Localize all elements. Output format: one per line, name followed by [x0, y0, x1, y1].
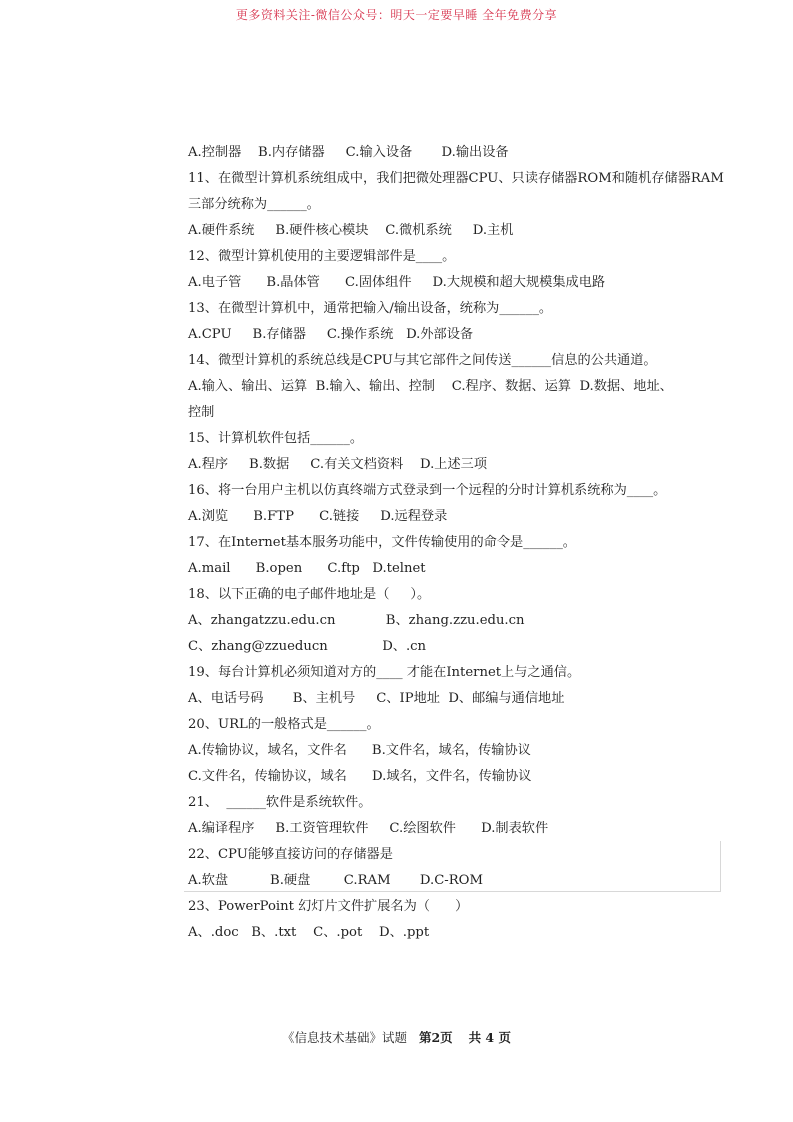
question-18-options-2: C、zhang@zzueducn D、.cn — [188, 639, 427, 654]
question-14: 14、微型计算机的系统总线是CPU与其它部件之间传送______信息的公共通道。 — [188, 353, 657, 368]
question-11-options: A.硬件系统 B.硬件核心模块 C.微机系统 D.主机 — [188, 223, 514, 238]
question-20-options-2: C.文件名，传输协议，域名 D.域名，文件名，传输协议 — [188, 769, 532, 784]
exam-content — [188, 140, 733, 946]
question-20-options-1: A.传输协议，域名，文件名 B.文件名，域名，传输协议 — [188, 743, 531, 758]
question-16: 16、将一台用户主机以仿真终端方式登录到一个远程的分时计算机系统称为____。 — [188, 483, 667, 498]
question-18: 18、以下正确的电子邮件地址是（ ）。 — [188, 587, 431, 602]
question-18-options-1: A、zhangatzzu.edu.cn B、zhang.zzu.edu.cn — [188, 613, 525, 628]
question-17: 17、在Internet基本服务功能中，文件传输使用的命令是______。 — [188, 535, 576, 550]
question-22-options: A.软盘 B.硬盘 C.RAM D.C-ROM — [188, 873, 483, 888]
question-15: 15、计算机软件包括______。 — [188, 431, 364, 446]
question-19: 19、每台计算机必须知道对方的____ 才能在Internet上与之通信。 — [188, 665, 581, 680]
question-16-options: A.浏览 B.FTP C.链接 D.远程登录 — [188, 509, 448, 524]
question-11-cont: 三部分统称为______。 — [188, 197, 320, 212]
footer-page-number: 第2页 — [418, 1030, 453, 1045]
question-23-options: A、.doc B、.txt C、.pot D、.ppt — [188, 925, 430, 940]
question-21-options: A.编译程序 B.工资管理软件 C.绘图软件 D.制表软件 — [188, 821, 549, 836]
question-14-options: A.输入、输出、运算 B.输入、输出、控制 C.程序、数据、运算 D.数据、地址、 — [188, 379, 673, 394]
question-12-options: A.电子管 B.晶体管 C.固体组件 D.大规模和超大规模集成电路 — [188, 275, 606, 290]
question-12: 12、微型计算机使用的主要逻辑部件是____。 — [188, 249, 456, 264]
page-footer — [0, 1028, 793, 1046]
footer-page-total: 共 4 页 — [468, 1030, 511, 1045]
question-15-options: A.程序 B.数据 C.有关文档资料 D.上述三项 — [188, 457, 488, 472]
question-14-options-cont: 控制 — [188, 405, 215, 420]
footer-title: 《信息技术基础》试题 — [282, 1030, 408, 1045]
option-line: A.控制器 B.内存储器 C.输入设备 D.输出设备 — [188, 145, 509, 160]
question-13: 13、在微型计算机中，通常把输入/输出设备，统称为______。 — [188, 301, 553, 316]
question-17-options: A.mail B.open C.ftp D.telnet — [188, 561, 426, 576]
question-19-options: A、电话号码 B、主机号 C、IP地址 D、邮编与通信地址 — [188, 691, 565, 706]
question-21: 21、 ______软件是系统软件。 — [188, 795, 372, 810]
question-20: 20、URL的一般格式是______。 — [188, 717, 380, 732]
page-header-banner: 更多资料关注-微信公众号：明天一定要早睡 全年免费分享 — [235, 8, 558, 22]
question-13-options: A.CPU B.存储器 C.操作系统 D.外部设备 — [188, 327, 474, 342]
question-11: 11、在微型计算机系统组成中，我们把微处理器CPU、只读存储器ROM和随机存储器RAM — [188, 171, 724, 186]
question-23: 23、PowerPoint 幻灯片文件扩展名为（ ） — [188, 899, 469, 914]
question-22: 22、CPU能够直接访问的存储器是 — [188, 847, 393, 862]
